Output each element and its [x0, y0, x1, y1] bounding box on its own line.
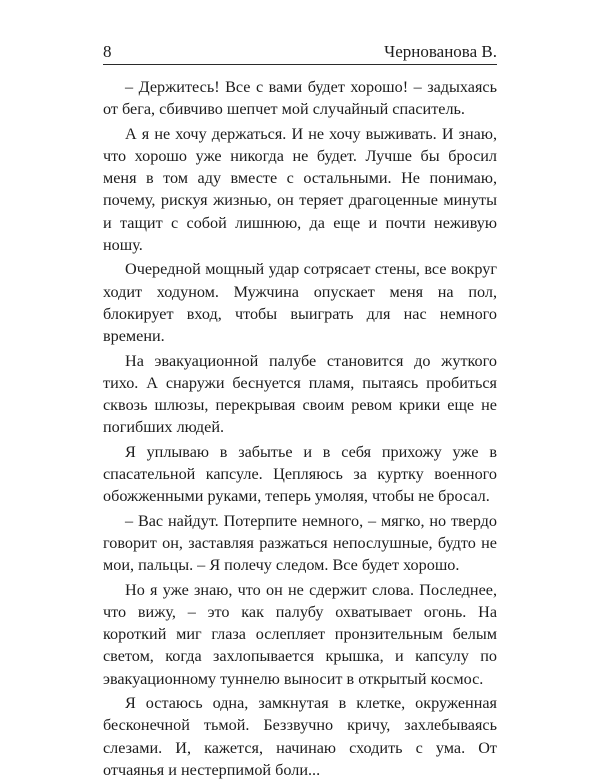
header-rule — [103, 64, 497, 65]
paragraph-2: А я не хочу держаться. И не хочу выживать. И знаю, что хорошо уже никогда не будет. Лучше бы бросил меня в том аду вместе с остальными. Не понимаю, почему, рискуя жизнью, он теряет драгоценные минуты и тащит с собой лишнюю, да еще и почти неживую ношу. — [103, 124, 497, 255]
paragraph-6: – Вас найдут. Потерпите немного, – мягко, но твердо говорит он, заставляя разжаться непослушные, будто не мои, пальцы. – Я полечу следом. Все будет хорошо. — [103, 511, 497, 575]
author-name: Чернованова В. — [384, 42, 497, 61]
paragraph-5: Я уплываю в забытье и в себя прихожу уже в спасательной капсуле. Цепляюсь за куртку военного обожженными руками, теперь умоляя, чтобы не бросал. — [103, 442, 497, 506]
paragraph-8: Я остаюсь одна, замкнутая в клетке, окруженная бесконечной тьмой. Беззвучно кричу, захлебываясь слезами. И, кажется, начинаю сходить с ума. От отчаянья и нестерпимой боли... — [103, 694, 497, 779]
paragraph-3: Очередной мощный удар сотрясает стены, все вокруг ходит ходуном. Мужчина опускает меня на пол, блокирует вход, чтобы выиграть для нас немного времени. — [103, 260, 497, 346]
body-text — [103, 76, 497, 783]
running-head — [103, 38, 497, 62]
paragraph-1: – Держитесь! Все с вами будет хорошо! – задыхаясь от бега, сбивчиво шепчет мой случайный спаситель. — [103, 78, 497, 119]
paragraph-7: Но я уже знаю, что он не сдержит слова. Последнее, что вижу, – это как палубу охватывает огонь. На короткий миг глаза ослепляет пронзительным белым светом, когда захлопывается крышка, и капсулу по эвакуационному туннелю выносит в открытый космос. — [103, 580, 497, 688]
paragraph-4: На эвакуационной палубе становится до жуткого тихо. А снаружи беснуется пламя, пытаясь пробиться сквозь шлюзы, перекрывая своим ревом крики еще не погибших людей. — [103, 351, 497, 437]
page-number: 8 — [103, 42, 112, 61]
